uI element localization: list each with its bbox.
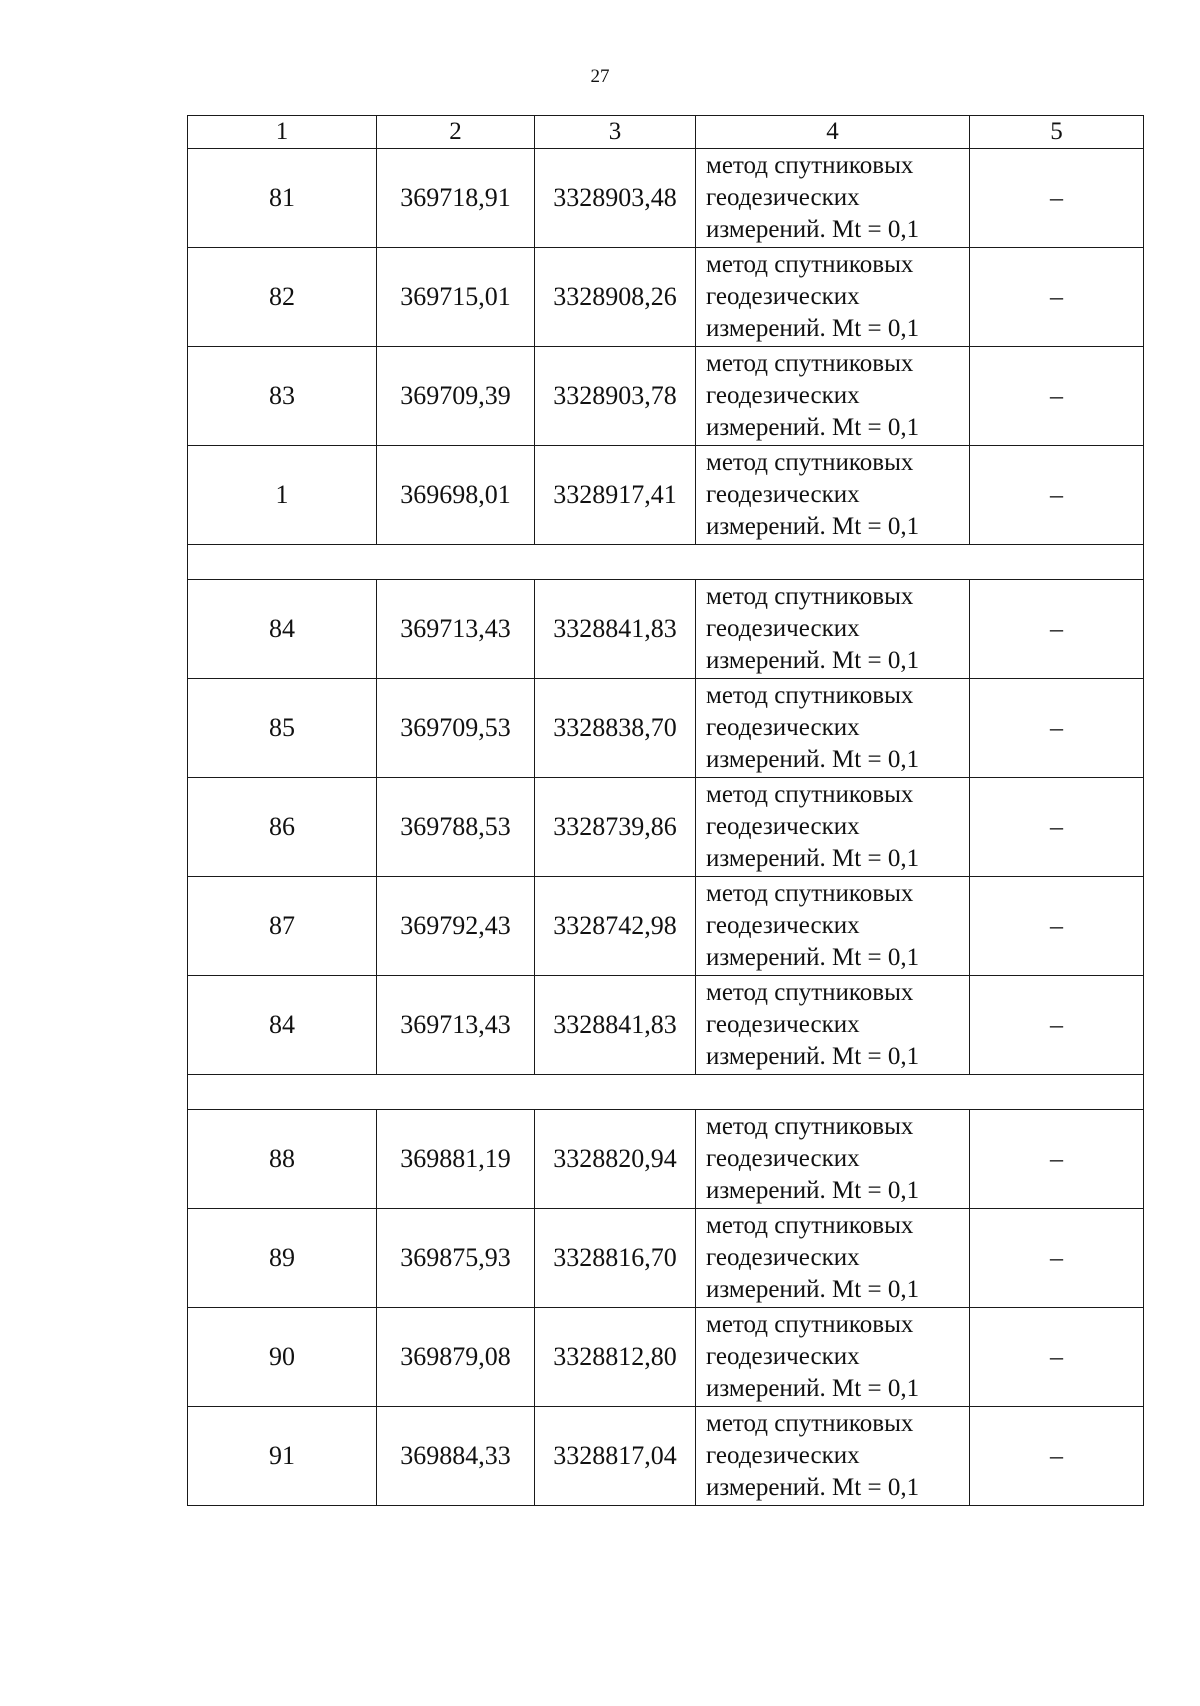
table-row bbox=[188, 1407, 1144, 1506]
method-line: геодезических bbox=[706, 1244, 860, 1271]
table-header-row bbox=[188, 116, 1144, 149]
point-cell: 90 bbox=[188, 1308, 377, 1407]
method-line: геодезических bbox=[706, 283, 860, 310]
x-coordinate-cell: 369879,08 bbox=[377, 1308, 535, 1407]
method-line: измерений. Mt = 0,1 bbox=[706, 944, 920, 971]
x-coordinate-cell: 369718,91 bbox=[377, 149, 535, 248]
table-row bbox=[188, 877, 1144, 976]
method-line: геодезических bbox=[706, 1442, 860, 1469]
page-number: 27 bbox=[590, 66, 610, 87]
method-line: измерений. Mt = 0,1 bbox=[706, 746, 920, 773]
method-line: метод спутниковых bbox=[706, 1212, 914, 1239]
y-coordinate-cell: 3328903,48 bbox=[535, 149, 696, 248]
x-coordinate-cell: 369713,43 bbox=[377, 580, 535, 679]
table-row bbox=[188, 778, 1144, 877]
x-coordinate-cell: 369698,01 bbox=[377, 446, 535, 545]
y-coordinate-cell: 3328908,26 bbox=[535, 248, 696, 347]
y-coordinate-cell: 3328841,83 bbox=[535, 976, 696, 1075]
point-cell: 82 bbox=[188, 248, 377, 347]
table-row bbox=[188, 347, 1144, 446]
x-coordinate-cell: 369713,43 bbox=[377, 976, 535, 1075]
point-cell: 1 bbox=[188, 446, 377, 545]
table-row bbox=[188, 1209, 1144, 1308]
note-cell: – bbox=[970, 580, 1144, 679]
y-coordinate-cell: 3328838,70 bbox=[535, 679, 696, 778]
x-coordinate-cell: 369709,39 bbox=[377, 347, 535, 446]
method-line: метод спутниковых bbox=[706, 781, 914, 808]
method-line: измерений. Mt = 0,1 bbox=[706, 647, 920, 674]
method-line: геодезических bbox=[706, 481, 860, 508]
method-line: метод спутниковых bbox=[706, 880, 914, 907]
method-cell bbox=[696, 1209, 970, 1308]
separator-cell bbox=[188, 1075, 1144, 1110]
method-cell bbox=[696, 778, 970, 877]
table-body bbox=[188, 149, 1144, 1506]
point-cell: 84 bbox=[188, 580, 377, 679]
method-line: измерений. Mt = 0,1 bbox=[706, 513, 920, 540]
method-line: геодезических bbox=[706, 714, 860, 741]
x-coordinate-cell: 369884,33 bbox=[377, 1407, 535, 1506]
note-cell: – bbox=[970, 1209, 1144, 1308]
method-line: метод спутниковых bbox=[706, 449, 914, 476]
method-cell bbox=[696, 446, 970, 545]
method-line: метод спутниковых bbox=[706, 1113, 914, 1140]
note-cell: – bbox=[970, 1308, 1144, 1407]
method-cell bbox=[696, 248, 970, 347]
method-cell bbox=[696, 976, 970, 1075]
method-line: метод спутниковых bbox=[706, 979, 914, 1006]
method-cell bbox=[696, 679, 970, 778]
column-header-3: 3 bbox=[535, 116, 696, 149]
method-cell bbox=[696, 347, 970, 446]
note-cell: – bbox=[970, 248, 1144, 347]
method-line: геодезических bbox=[706, 382, 860, 409]
x-coordinate-cell: 369881,19 bbox=[377, 1110, 535, 1209]
note-cell: – bbox=[970, 347, 1144, 446]
x-coordinate-cell: 369792,43 bbox=[377, 877, 535, 976]
method-line: измерений. Mt = 0,1 bbox=[706, 845, 920, 872]
x-coordinate-cell: 369875,93 bbox=[377, 1209, 535, 1308]
note-cell: – bbox=[970, 976, 1144, 1075]
section-separator-row bbox=[188, 1075, 1144, 1110]
x-coordinate-cell: 369709,53 bbox=[377, 679, 535, 778]
y-coordinate-cell: 3328841,83 bbox=[535, 580, 696, 679]
table-row bbox=[188, 1308, 1144, 1407]
method-cell bbox=[696, 1110, 970, 1209]
y-coordinate-cell: 3328820,94 bbox=[535, 1110, 696, 1209]
column-header-2: 2 bbox=[377, 116, 535, 149]
y-coordinate-cell: 3328742,98 bbox=[535, 877, 696, 976]
x-coordinate-cell: 369715,01 bbox=[377, 248, 535, 347]
y-coordinate-cell: 3328816,70 bbox=[535, 1209, 696, 1308]
method-line: измерений. Mt = 0,1 bbox=[706, 414, 920, 441]
column-header-1: 1 bbox=[188, 116, 377, 149]
method-cell bbox=[696, 580, 970, 679]
y-coordinate-cell: 3328812,80 bbox=[535, 1308, 696, 1407]
point-cell: 86 bbox=[188, 778, 377, 877]
method-cell bbox=[696, 1308, 970, 1407]
method-line: измерений. Mt = 0,1 bbox=[706, 315, 920, 342]
note-cell: – bbox=[970, 1407, 1144, 1506]
method-line: метод спутниковых bbox=[706, 350, 914, 377]
method-line: измерений. Mt = 0,1 bbox=[706, 1043, 920, 1070]
method-line: геодезических bbox=[706, 1011, 860, 1038]
table-row bbox=[188, 976, 1144, 1075]
table-row bbox=[188, 248, 1144, 347]
note-cell: – bbox=[970, 679, 1144, 778]
point-cell: 84 bbox=[188, 976, 377, 1075]
method-line: геодезических bbox=[706, 1145, 860, 1172]
separator-cell bbox=[188, 545, 1144, 580]
table-row bbox=[188, 149, 1144, 248]
method-line: измерений. Mt = 0,1 bbox=[706, 1474, 920, 1501]
note-cell: – bbox=[970, 149, 1144, 248]
table-row bbox=[188, 580, 1144, 679]
table-row bbox=[188, 679, 1144, 778]
table-row bbox=[188, 446, 1144, 545]
y-coordinate-cell: 3328903,78 bbox=[535, 347, 696, 446]
note-cell: – bbox=[970, 446, 1144, 545]
note-cell: – bbox=[970, 1110, 1144, 1209]
note-cell: – bbox=[970, 877, 1144, 976]
point-cell: 91 bbox=[188, 1407, 377, 1506]
method-line: метод спутниковых bbox=[706, 1410, 914, 1437]
section-separator-row bbox=[188, 545, 1144, 580]
method-line: измерений. Mt = 0,1 bbox=[706, 216, 920, 243]
method-line: измерений. Mt = 0,1 bbox=[706, 1375, 920, 1402]
point-cell: 88 bbox=[188, 1110, 377, 1209]
point-cell: 87 bbox=[188, 877, 377, 976]
method-cell bbox=[696, 877, 970, 976]
column-header-5: 5 bbox=[970, 116, 1144, 149]
method-line: геодезических bbox=[706, 184, 860, 211]
method-line: метод спутниковых bbox=[706, 583, 914, 610]
method-line: геодезических bbox=[706, 813, 860, 840]
method-cell bbox=[696, 1407, 970, 1506]
method-line: измерений. Mt = 0,1 bbox=[706, 1177, 920, 1204]
method-line: измерений. Mt = 0,1 bbox=[706, 1276, 920, 1303]
column-header-4: 4 bbox=[696, 116, 970, 149]
method-cell bbox=[696, 149, 970, 248]
method-line: метод спутниковых bbox=[706, 152, 914, 179]
point-cell: 89 bbox=[188, 1209, 377, 1308]
method-line: геодезических bbox=[706, 1343, 860, 1370]
method-line: геодезических bbox=[706, 912, 860, 939]
note-cell: – bbox=[970, 778, 1144, 877]
point-cell: 83 bbox=[188, 347, 377, 446]
method-line: геодезических bbox=[706, 615, 860, 642]
method-line: метод спутниковых bbox=[706, 682, 914, 709]
y-coordinate-cell: 3328917,41 bbox=[535, 446, 696, 545]
table-row bbox=[188, 1110, 1144, 1209]
x-coordinate-cell: 369788,53 bbox=[377, 778, 535, 877]
coordinates-table bbox=[187, 115, 1144, 1506]
y-coordinate-cell: 3328739,86 bbox=[535, 778, 696, 877]
y-coordinate-cell: 3328817,04 bbox=[535, 1407, 696, 1506]
point-cell: 85 bbox=[188, 679, 377, 778]
method-line: метод спутниковых bbox=[706, 1311, 914, 1338]
point-cell: 81 bbox=[188, 149, 377, 248]
method-line: метод спутниковых bbox=[706, 251, 914, 278]
